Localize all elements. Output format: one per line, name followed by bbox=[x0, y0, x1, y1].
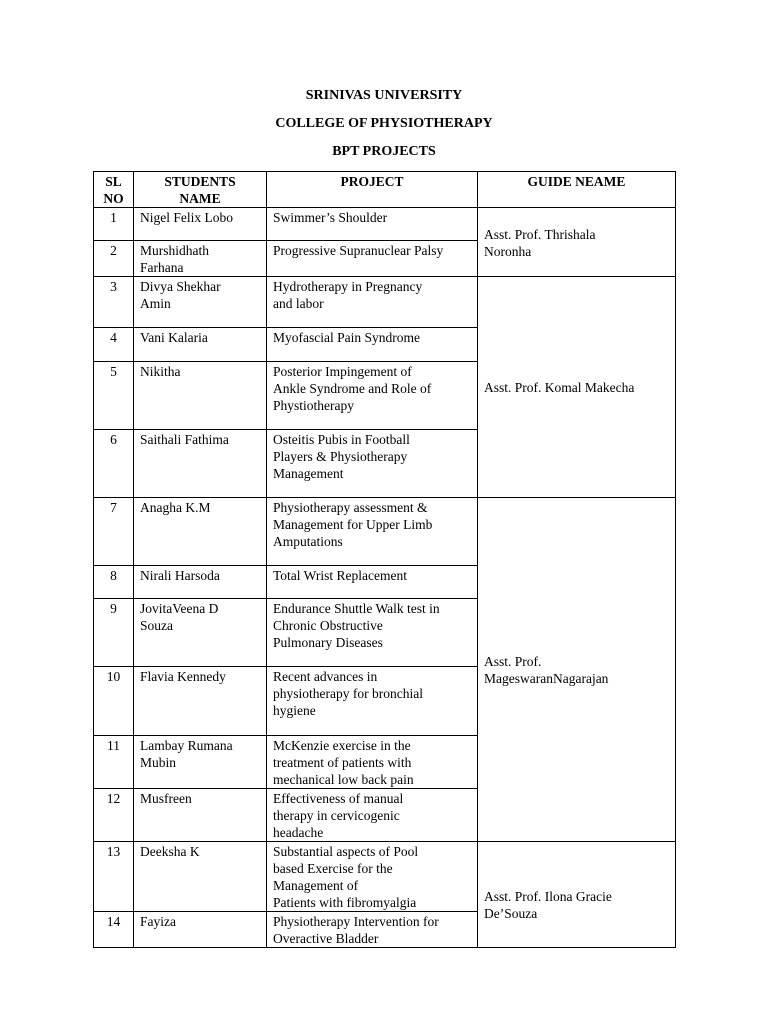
sl-no-cell: 8 bbox=[94, 566, 134, 599]
student-name-cell: Saithali Fathima bbox=[134, 430, 267, 498]
guide-name-line: Asst. Prof. bbox=[484, 654, 542, 669]
project-cell: Osteitis Pubis in Football Players & Physiotherapy Management bbox=[267, 430, 478, 498]
project-cell: McKenzie exercise in the treatment of patients with mechanical low back pain bbox=[267, 736, 478, 789]
project-cell: Swimmer’s Shoulder bbox=[267, 208, 478, 241]
sl-no-cell: 9 bbox=[94, 599, 134, 667]
project-cell: Hydrotherapy in Pregnancy and labor bbox=[267, 277, 478, 328]
student-name-cell: Divya Shekhar Amin bbox=[134, 277, 267, 328]
student-name-cell: Fayiza bbox=[134, 912, 267, 948]
project-cell: Substantial aspects of Pool based Exercise for the Management of Patients with fibromyalgia bbox=[267, 842, 478, 912]
university-name: SRINIVAS UNIVERSITY bbox=[305, 88, 463, 103]
student-name-cell: Musfreen bbox=[134, 789, 267, 842]
sl-no-cell: 10 bbox=[94, 667, 134, 736]
student-name-cell: Lambay Rumana Mubin bbox=[134, 736, 267, 789]
table-row bbox=[94, 842, 676, 912]
column-header-guide-name: GUIDE NEAME bbox=[478, 172, 676, 208]
student-name-cell: Nikitha bbox=[134, 362, 267, 430]
column-header-project: PROJECT bbox=[267, 172, 478, 208]
guide-name-line: Noronha bbox=[484, 243, 532, 259]
student-name-cell: Deeksha K bbox=[134, 842, 267, 912]
table-row bbox=[94, 208, 676, 241]
sl-no-cell: 2 bbox=[94, 241, 134, 277]
project-cell: Physiotherapy Intervention for Overactive Bladder bbox=[267, 912, 478, 948]
sl-no-cell: 5 bbox=[94, 362, 134, 430]
column-header-sl-no: SL NO bbox=[94, 172, 134, 208]
guide-name-line: Asst. Prof. Thrishala bbox=[484, 226, 596, 242]
column-header-student-name: STUDENTS NAME bbox=[134, 172, 267, 208]
projects-table bbox=[93, 171, 676, 948]
guide-name-line: MageswaranNagarajan bbox=[484, 671, 609, 686]
table-header-row bbox=[94, 172, 676, 208]
document-title: BPT PROJECTS bbox=[332, 144, 436, 159]
project-cell: Physiotherapy assessment & Management for Upper Limb Amputations bbox=[267, 498, 478, 566]
guide-name-cell bbox=[478, 277, 676, 498]
student-name-cell: Anagha K.M bbox=[134, 498, 267, 566]
project-cell: Progressive Supranuclear Palsy bbox=[267, 241, 478, 277]
project-cell: Total Wrist Replacement bbox=[267, 566, 478, 599]
project-cell: Myofascial Pain Syndrome bbox=[267, 328, 478, 362]
project-cell: Recent advances in physiotherapy for bronchial hygiene bbox=[267, 667, 478, 736]
sl-no-cell: 12 bbox=[94, 789, 134, 842]
table-row bbox=[94, 277, 676, 328]
student-name-cell: Vani Kalaria bbox=[134, 328, 267, 362]
student-name-cell: JovitaVeena D Souza bbox=[134, 599, 267, 667]
sl-no-cell: 1 bbox=[94, 208, 134, 241]
guide-name-cell bbox=[478, 842, 676, 948]
student-name-cell: Murshidhath Farhana bbox=[134, 241, 267, 277]
guide-name-line: De’Souza bbox=[484, 906, 538, 921]
project-cell: Endurance Shuttle Walk test in Chronic Obstructive Pulmonary Diseases bbox=[267, 599, 478, 667]
project-cell: Posterior Impingement of Ankle Syndrome and Role of Phystiotherapy bbox=[267, 362, 478, 430]
sl-no-cell: 3 bbox=[94, 277, 134, 328]
sl-no-cell: 13 bbox=[94, 842, 134, 912]
table-row bbox=[94, 498, 676, 566]
project-cell: Effectiveness of manual therapy in cervicogenic headache bbox=[267, 789, 478, 842]
guide-name-line: Asst. Prof. Ilona Gracie bbox=[484, 889, 612, 904]
sl-no-cell: 7 bbox=[94, 498, 134, 566]
college-name: COLLEGE OF PHYSIOTHERAPY bbox=[275, 116, 493, 131]
guide-name-cell bbox=[478, 208, 676, 277]
student-name-cell: Flavia Kennedy bbox=[134, 667, 267, 736]
sl-no-cell: 4 bbox=[94, 328, 134, 362]
guide-name-line: Asst. Prof. Komal Makecha bbox=[484, 380, 635, 395]
sl-no-cell: 11 bbox=[94, 736, 134, 789]
guide-name-cell bbox=[478, 498, 676, 842]
student-name-cell: Nigel Felix Lobo bbox=[134, 208, 267, 241]
sl-no-cell: 14 bbox=[94, 912, 134, 948]
sl-no-cell: 6 bbox=[94, 430, 134, 498]
student-name-cell: Nirali Harsoda bbox=[134, 566, 267, 599]
